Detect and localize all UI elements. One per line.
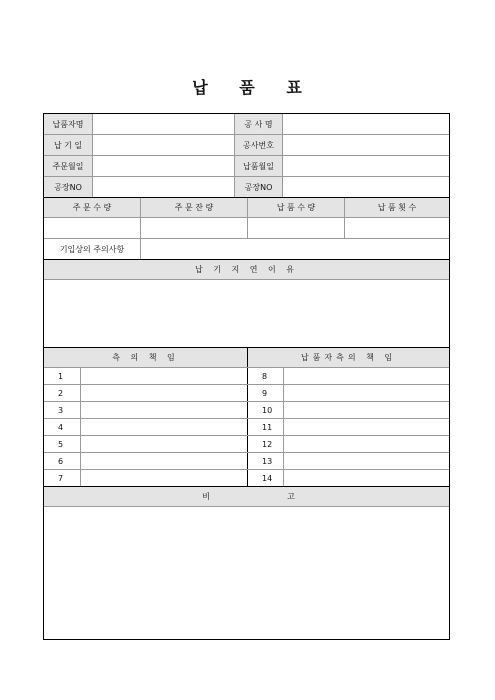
row-number: 9 (247, 385, 283, 401)
order-balance-field[interactable] (140, 218, 247, 238)
quantity-value-row (44, 218, 449, 239)
row-number: 14 (247, 470, 283, 486)
factory-no-left-field[interactable] (92, 177, 234, 197)
info-row-2 (44, 135, 449, 156)
row-number: 2 (58, 388, 64, 398)
row-number: 10 (247, 402, 283, 418)
responsibility-row (44, 368, 449, 385)
responsibility-row (44, 436, 449, 453)
responsibility-header-row (44, 348, 449, 368)
remarks-header-row (44, 487, 449, 507)
factory-no-right-field[interactable] (282, 177, 449, 197)
party-responsibility-field[interactable] (80, 470, 247, 486)
label-project-name: 공 사 명 (234, 114, 282, 134)
supplier-responsibility-field[interactable] (283, 385, 449, 401)
header-delay-reason: 납 기 지 연 이 유 (194, 265, 299, 274)
supplier-responsibility-field[interactable] (283, 436, 449, 452)
form-frame (43, 113, 450, 640)
responsibility-row (44, 419, 449, 436)
project-number-field[interactable] (282, 135, 449, 155)
notes-row (44, 239, 449, 260)
remarks-area[interactable] (44, 507, 449, 639)
title-char-2: 품 (239, 78, 256, 97)
header-party-responsibility: 측 의 책 임 (112, 353, 179, 362)
info-row-4 (44, 177, 449, 198)
party-responsibility-field[interactable] (80, 436, 247, 452)
project-name-field[interactable] (282, 114, 449, 134)
row-number: 13 (247, 453, 283, 469)
header-delivery-quantity: 납 품 수 량 (247, 198, 344, 217)
supplier-responsibility-field[interactable] (283, 402, 449, 418)
row-number: 8 (247, 368, 283, 384)
label-factory-no-left: 공장NO (44, 177, 92, 197)
label-project-number: 공사번호 (234, 135, 282, 155)
label-delivery-date: 납품월일 (234, 156, 282, 176)
party-responsibility-field[interactable] (80, 402, 247, 418)
responsibility-row (44, 385, 449, 402)
label-order-date: 주문월일 (44, 156, 92, 176)
info-row-3 (44, 156, 449, 177)
responsibility-row (44, 470, 449, 487)
label-due-date: 납 기 일 (44, 135, 92, 155)
supplier-responsibility-field[interactable] (283, 453, 449, 469)
row-number: 11 (247, 419, 283, 435)
party-responsibility-field[interactable] (80, 419, 247, 435)
quantity-header-row (44, 198, 449, 218)
supplier-responsibility-field[interactable] (283, 419, 449, 435)
delivery-quantity-field[interactable] (247, 218, 344, 238)
header-remarks-char-2: 고 (287, 492, 295, 501)
supplier-responsibility-field[interactable] (283, 470, 449, 486)
document-title (0, 75, 495, 98)
header-order-quantity: 주 문 수 량 (44, 198, 140, 217)
header-order-balance: 주 문 잔 량 (140, 198, 247, 217)
title-char-3: 표 (286, 78, 303, 97)
responsibility-row (44, 453, 449, 470)
party-responsibility-field[interactable] (80, 453, 247, 469)
order-date-field[interactable] (92, 156, 234, 176)
row-number: 7 (58, 473, 64, 483)
label-entry-notes: 기입상의 주의사항 (59, 244, 125, 254)
supplier-name-field[interactable] (92, 114, 234, 134)
header-remarks-char-1: 비 (202, 492, 210, 501)
order-quantity-field[interactable] (44, 218, 140, 238)
label-factory-no-right: 공장NO (234, 177, 282, 197)
row-number: 12 (247, 436, 283, 452)
label-supplier-name: 납품자명 (44, 114, 92, 134)
title-char-1: 납 (192, 78, 209, 97)
header-delivery-count: 납 품 횟 수 (344, 198, 449, 217)
delay-reason-header-row (44, 260, 449, 280)
entry-notes-field[interactable] (140, 239, 449, 259)
row-number: 5 (58, 439, 64, 449)
delay-reason-area[interactable] (44, 280, 449, 348)
party-responsibility-field[interactable] (80, 385, 247, 401)
row-number: 4 (58, 422, 64, 432)
responsibility-row (44, 402, 449, 419)
delivery-count-field[interactable] (344, 218, 449, 238)
row-number: 1 (58, 371, 64, 381)
header-supplier-responsibility: 납품자측의 책 임 (247, 348, 449, 367)
row-number: 3 (58, 405, 64, 415)
supplier-responsibility-field[interactable] (283, 368, 449, 384)
delivery-date-field[interactable] (282, 156, 449, 176)
info-row-1 (44, 114, 449, 135)
row-number: 6 (58, 456, 64, 466)
due-date-field[interactable] (92, 135, 234, 155)
party-responsibility-field[interactable] (80, 368, 247, 384)
